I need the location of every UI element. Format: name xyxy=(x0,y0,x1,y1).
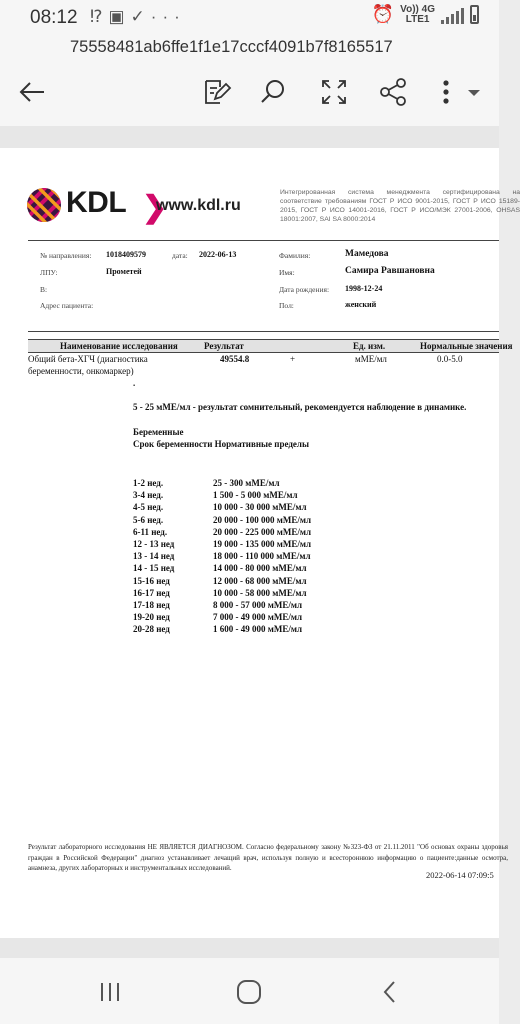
kdl-logo-icon xyxy=(27,188,61,222)
home-icon xyxy=(229,976,269,1008)
result-flag: + xyxy=(290,354,296,364)
reference-range-row xyxy=(133,624,302,634)
reference-range-row xyxy=(133,551,311,561)
pregnancy-period: 16-17 нед xyxy=(133,587,170,598)
pregnancy-period: 17-18 нед xyxy=(133,600,170,610)
reference-range-row xyxy=(133,515,311,525)
normative-range: 8 000 - 57 000 мМЕ/мл xyxy=(213,600,303,610)
date-value: 2022-06-13 xyxy=(199,250,237,259)
back-icon xyxy=(370,976,410,1008)
website-url: www.kdl.ru xyxy=(156,197,241,214)
document-title: 75558481ab6ffe1f1e17cccf4091b7f8165517 xyxy=(70,38,393,56)
address-label: Адрес пациента: xyxy=(40,301,94,310)
test-name-line1: Общий бета-ХГЧ (диагностика xyxy=(28,354,148,364)
reference-range-row xyxy=(133,490,298,500)
reference-range-row xyxy=(133,600,302,610)
normative-range: 1 600 - 49 000 мМЕ/мл xyxy=(213,624,303,635)
name-label: Имя: xyxy=(279,268,295,277)
reference-range-row xyxy=(133,612,302,622)
recent-apps-icon xyxy=(90,976,130,1008)
activity-icon: ⁉ xyxy=(90,7,109,26)
status-right xyxy=(372,4,479,25)
network-top: Vo)) 4G xyxy=(400,3,435,15)
surname-value: Мамедова xyxy=(345,249,389,259)
dropdown-button[interactable] xyxy=(464,76,484,108)
image-icon: ▣ xyxy=(108,7,131,26)
result-value: 49554.8 xyxy=(220,354,250,364)
referral-value: 1018409579 xyxy=(106,250,146,259)
certification-text: Интегрированная система менеджмента сертифицирована на соответствие требованиям ГОСТ Р ИСО 9001-2015, ГОСТ Р ИСО 15189-2015, ГОСТ Р ИСО 14001-2016, ГОСТ Р ИСО/МЭК 27001-2006, OHSAS 18001:2007, SAI SA 8000:2014 xyxy=(280,189,520,223)
date-label: дата: xyxy=(172,251,188,260)
normative-range: 7 000 - 49 000 мМЕ/мл xyxy=(213,612,303,623)
reference-range-row xyxy=(133,539,311,549)
edit-icon xyxy=(200,76,232,108)
normative-range: 1 500 - 5 000 мМЕ/мл xyxy=(213,490,298,501)
doubtful-note: 5 - 25 мМЕ/мл - результат сомнительный, рекомендуется наблюдение в динамике. xyxy=(133,402,467,412)
reference-range-row xyxy=(133,588,307,598)
th-test: Наименование исследования xyxy=(60,341,178,351)
more-icon: ··· xyxy=(150,7,186,26)
test-name-line2: беременности, онкомаркер) xyxy=(28,366,134,376)
header-top-line xyxy=(28,240,499,241)
normative-range: 19 000 - 135 000 мМЕ/мл xyxy=(213,539,312,549)
edit-button[interactable] xyxy=(200,76,232,108)
reference-range-row xyxy=(133,576,307,586)
th-units: Ед. изм. xyxy=(353,341,386,351)
reference-range-row xyxy=(133,478,280,488)
pregnancy-period: 20-28 нед xyxy=(133,624,170,635)
share-button[interactable] xyxy=(377,76,409,108)
normative-range: 20 000 - 225 000 мМЕ/мл xyxy=(213,526,312,537)
sex-value: женский xyxy=(345,300,377,309)
document-viewer[interactable] xyxy=(0,126,520,958)
sex-label: Пол: xyxy=(279,301,294,310)
reference-range-row xyxy=(133,563,307,573)
pregnancy-period: 15-16 нед xyxy=(133,575,170,586)
lpu-label: ЛПУ: xyxy=(40,268,58,277)
expand-button[interactable] xyxy=(318,76,350,108)
reference-range-row xyxy=(133,502,307,512)
share-icon xyxy=(377,76,409,108)
dot-separator: . xyxy=(133,378,136,388)
recent-apps-button[interactable] xyxy=(90,976,130,1008)
disclaimer-text: Результат лабораторного исследования НЕ ЯВЛЯЕТСЯ ДИАГНОЗОМ. Согласно федеральному закону №323-ФЗ от 21.11.2011 "Об основах охраны здоровья граждан в Российской Федерации" диагноз устанавливает лечащий врач, используя полную и всестороннюю информацию о пациенте:данные осмотра, анамнеза, других лабораторных и инструментальных исследований. xyxy=(28,843,508,872)
pregnancy-period: 1-2 нед. xyxy=(133,478,164,488)
normative-range: 20 000 - 100 000 мМЕ/мл xyxy=(213,514,312,525)
battery-icon xyxy=(470,5,479,24)
status-time: 08:12 xyxy=(30,7,78,28)
result-units: мМЕ/мл xyxy=(355,354,387,364)
network-bottom: LTE1 xyxy=(405,13,430,25)
header-bottom-line xyxy=(28,331,499,332)
back-arrow-icon xyxy=(16,76,48,108)
result-norm: 0.0-5.0 xyxy=(437,354,463,364)
pregnancy-period: 6-11 нед. xyxy=(133,526,168,537)
pregnancy-period: 4-5 нед. xyxy=(133,502,164,513)
signal-icon xyxy=(441,6,464,24)
check-icon: ✓ xyxy=(130,7,151,26)
pregnancy-period: 12 - 13 нед xyxy=(133,539,175,549)
referral-label: № направления: xyxy=(40,251,92,260)
kdl-logo-text: KDL xyxy=(66,186,127,219)
normative-range: 10 000 - 30 000 мМЕ/мл xyxy=(213,502,307,513)
results-table-header xyxy=(28,339,513,353)
back-arrow-button[interactable] xyxy=(16,76,48,108)
network-indicator xyxy=(400,5,435,25)
pregnancy-period: 3-4 нед. xyxy=(133,490,164,501)
status-left-icons xyxy=(90,7,186,27)
birth-value: 1998-12-24 xyxy=(345,284,383,293)
search-button[interactable] xyxy=(258,76,290,108)
pregnancy-period: 13 - 14 нед xyxy=(133,551,175,562)
navigation-bar xyxy=(0,958,499,1024)
home-button[interactable] xyxy=(229,976,269,1008)
normative-range: 10 000 - 58 000 мМЕ/мл xyxy=(213,587,307,598)
birth-label: Дата рождения: xyxy=(279,285,330,294)
lpu-value: Прометей xyxy=(106,267,142,276)
more-options-button[interactable] xyxy=(438,76,454,108)
more-vertical-icon xyxy=(438,76,454,108)
v-label: В: xyxy=(40,285,48,294)
th-result: Результат xyxy=(204,341,244,351)
back-button[interactable] xyxy=(370,976,410,1008)
pregnancy-period: 19-20 нед xyxy=(133,612,170,623)
alarm-icon: ⏰ xyxy=(371,4,395,24)
th-norm: Нормальные значения xyxy=(420,341,513,351)
kdl-chevron-icon: ❯ xyxy=(142,191,168,224)
ref-table-header: Срок беременности Нормативные пределы xyxy=(133,439,309,449)
normative-range: 14 000 - 80 000 мМЕ/мл xyxy=(213,563,307,574)
app-bar xyxy=(0,36,499,126)
normative-range: 25 - 300 мМЕ/мл xyxy=(213,478,280,488)
normative-range: 18 000 - 110 000 мМЕ/мл xyxy=(213,551,311,562)
pregnancy-period: 5-6 нед. xyxy=(133,514,164,525)
status-bar xyxy=(0,0,499,36)
document-page xyxy=(0,148,520,938)
printed-at: 2022-06-14 07:09:5 xyxy=(426,870,494,880)
dropdown-icon xyxy=(464,76,484,108)
name-value: Самира Равшановна xyxy=(345,266,435,276)
pregnancy-period: 14 - 15 нед xyxy=(133,563,175,574)
expand-icon xyxy=(318,76,350,108)
reference-range-row xyxy=(133,527,311,537)
surname-label: Фамилия: xyxy=(279,251,311,260)
pregnant-title: Беременные xyxy=(133,427,184,437)
search-icon xyxy=(258,76,290,108)
normative-range: 12 000 - 68 000 мМЕ/мл xyxy=(213,575,307,586)
